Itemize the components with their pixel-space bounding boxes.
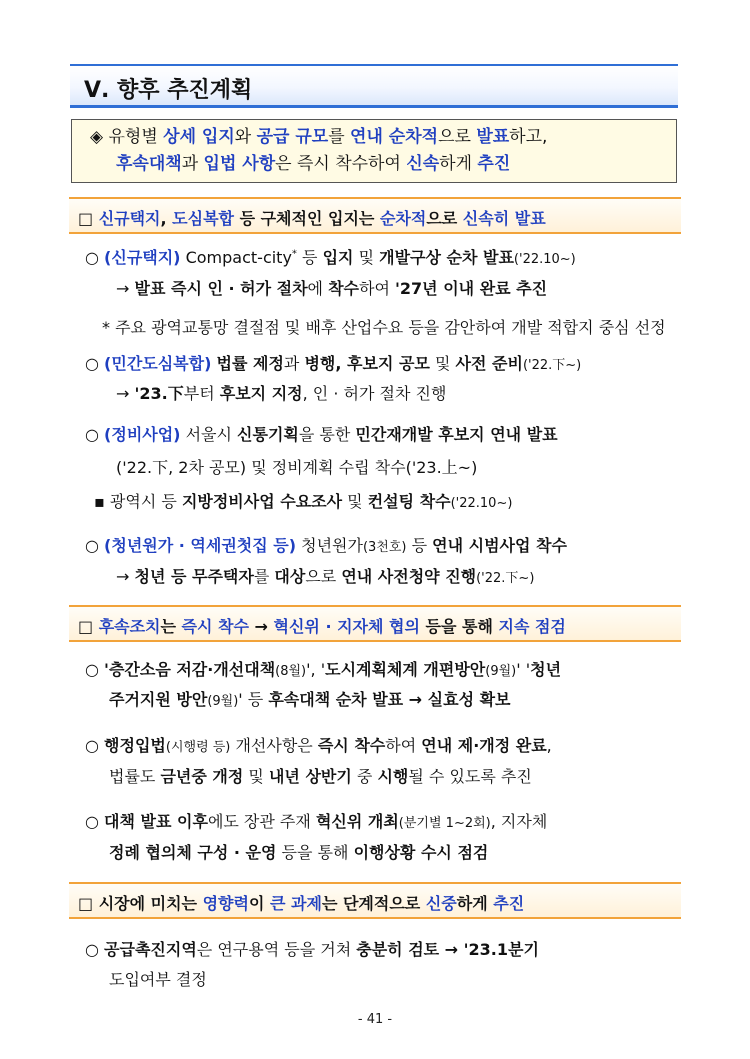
text-run: 신속 — [406, 154, 440, 174]
text-run: 법률 제정 — [216, 354, 284, 373]
text-run: 후속대책 순차 발표 → 실효성 확보 — [268, 690, 511, 709]
text-run: 혁신위 · 지자체 협의 — [273, 617, 420, 636]
text-run: ○ — [85, 660, 105, 679]
text-run: 행정입법 — [104, 736, 166, 755]
text-run: ○ — [85, 248, 105, 267]
text-run: 민간재개발 후보지 연내 발표 — [355, 425, 558, 444]
text-run: ▪ 광역시 등 — [94, 492, 182, 511]
text-run: 될 수 있도록 추진 — [408, 767, 532, 786]
text-run: 신중 — [425, 894, 457, 913]
text-run: 으로 — [438, 127, 477, 147]
text-run: 정례 협의체 구성 · 운영 — [109, 843, 277, 862]
text-run: 주거지원 방안 — [109, 690, 208, 709]
text-run: ('22.下, 2차 공모) 및 정비계획 수립 착수('23.上~) — [116, 458, 478, 477]
text-run: ' ' — [516, 660, 531, 679]
text-run: 는 단계적으로 — [321, 894, 426, 913]
text-run: 병행, 후보지 공모 — [304, 354, 430, 373]
text-run: 하게 — [439, 154, 478, 174]
text-run: ('22.下~) — [476, 571, 535, 586]
text-run: 금년중 개정 — [160, 767, 244, 786]
heading-text — [78, 891, 524, 914]
text-run: (분기별 1~2회) — [398, 816, 491, 831]
text-run: 서울시 — [180, 425, 238, 444]
text-run: 이행상황 수시 점검 — [353, 843, 489, 862]
text-run: 를 — [328, 127, 351, 147]
bullet-supply-promotion — [85, 937, 539, 960]
text-run: 추진 — [477, 154, 511, 174]
heading-market-impact — [69, 882, 681, 919]
bullet-committee-review-cont — [109, 840, 488, 863]
text-run: 도심복합 — [172, 209, 234, 228]
bullet-youth-housing-arrow — [116, 564, 534, 587]
bullet-follow-up-measures — [85, 657, 561, 680]
text-run: 즉시 착수 — [181, 617, 249, 636]
text-run: □ — [78, 617, 99, 636]
text-run: ' 등 — [238, 690, 269, 709]
text-run: 등 — [296, 248, 323, 267]
text-run: (시행령 등) — [165, 740, 231, 755]
text-run: 즉시 착수 — [317, 736, 386, 755]
text-run: 신규택지 — [98, 209, 161, 228]
text-run: 순차적 — [379, 209, 427, 228]
text-run: '23.下 — [134, 384, 184, 403]
heading-follow-up — [69, 605, 681, 642]
text-run: 및 — [353, 248, 380, 267]
bullet-admin-legislation — [85, 733, 552, 756]
text-run: 신속히 발표 — [462, 209, 546, 228]
sub-bullet-local-redevelopment — [94, 489, 512, 512]
footnote-site-criteria — [102, 315, 666, 338]
text-run: 도시계획체계 개편방안 — [325, 660, 486, 679]
bullet-redevelopment-cont — [116, 455, 477, 478]
text-run: 상세 입지 — [163, 127, 235, 147]
text-run: 등 구체적인 입지는 — [234, 209, 380, 228]
text-run: * — [291, 248, 297, 260]
text-run: 는 — [160, 617, 182, 636]
bullet-committee-review — [85, 809, 547, 832]
text-run: 공급 규모 — [256, 127, 329, 147]
section-title: Ⅴ. 향후 추진계획 — [84, 78, 253, 103]
text-run: 입법 사항 — [203, 154, 276, 174]
text-run: → — [116, 279, 135, 298]
text-run: 및 — [429, 354, 456, 373]
heading-text — [78, 614, 566, 637]
text-run: 등 — [406, 536, 433, 555]
text-run: 하여 — [359, 279, 396, 298]
bullet-private-urban-arrow — [116, 381, 446, 404]
text-run: '27년 이내 완료 추진 — [395, 279, 548, 298]
text-run: (신규택지) — [104, 248, 181, 267]
text-run: ○ — [85, 354, 105, 373]
text-run: 이 — [248, 894, 270, 913]
bullet-new-sites — [85, 245, 576, 268]
text-run: 연내 사전청약 진행 — [341, 567, 477, 586]
text-run: 청년 — [530, 660, 562, 679]
text-run: 후보지 지정 — [219, 384, 303, 403]
text-run: (청년원가 · 역세권첫집 등) — [104, 536, 297, 555]
text-run: 법률도 — [109, 767, 161, 786]
summary-line-2 — [116, 151, 510, 178]
bullet-supply-promotion-cont — [109, 967, 207, 990]
bullet-youth-housing — [85, 533, 567, 556]
text-run: 에도 장관 주재 — [207, 812, 316, 831]
summary-box — [71, 119, 677, 183]
text-run: □ 시장에 미치는 — [78, 894, 203, 913]
text-run: ('22.10~) — [450, 496, 513, 511]
text-run: ('22.下~) — [522, 358, 582, 373]
summary-line-1 — [90, 124, 547, 151]
text-run: 착수 — [328, 279, 360, 298]
text-run: 컨설팅 착수 — [367, 492, 451, 511]
text-run: 충분히 검토 → '23.1분기 — [356, 940, 539, 959]
text-run: 지속 점검 — [498, 617, 566, 636]
text-run: 연내 제·개정 완료 — [421, 736, 547, 755]
text-run: 와 — [234, 127, 257, 147]
text-run: 후속조치 — [98, 617, 161, 636]
text-run: ○ — [85, 940, 105, 959]
text-run: 과 — [283, 354, 305, 373]
text-run: 지방정비사업 수요조사 — [181, 492, 343, 511]
text-run: 추진 — [493, 894, 525, 913]
bullet-admin-legislation-cont — [109, 764, 532, 787]
text-run: 영향력 — [202, 894, 249, 913]
bullet-follow-up-measures-cont — [109, 687, 511, 710]
text-run: 대책 발표 이후 — [104, 812, 208, 831]
text-run: 를 — [253, 567, 275, 586]
text-run: 도입여부 결정 — [109, 970, 207, 989]
text-run: 발표 즉시 인 · 허가 절차 — [134, 279, 308, 298]
heading-text — [78, 206, 546, 229]
text-run: 대상 — [274, 567, 306, 586]
text-run: 신통기획 — [237, 425, 299, 444]
bullet-new-sites-arrow — [116, 276, 547, 299]
text-run: 중 — [351, 767, 378, 786]
text-run: 및 — [342, 492, 368, 511]
text-run: 과 — [181, 154, 204, 174]
text-run: 하고, — [509, 127, 548, 147]
text-run: 사전 준비 — [455, 354, 523, 373]
text-run: ○ — [85, 536, 105, 555]
text-run: 을 통한 — [298, 425, 356, 444]
page-number: - 41 - — [357, 1012, 393, 1027]
text-run: , — [160, 209, 173, 228]
text-run: 연내 시범사업 착수 — [432, 536, 567, 555]
text-run: (3천호) — [362, 540, 407, 555]
text-run: 발표 — [476, 127, 510, 147]
text-run: 부터 — [183, 384, 220, 403]
text-run: 개발구상 순차 발표 — [379, 248, 514, 267]
text-run: 에 — [307, 279, 329, 298]
text-run: 후속대책 — [116, 154, 182, 174]
text-run: → — [116, 384, 135, 403]
text-run: , — [546, 736, 552, 755]
section-title-bar — [70, 64, 678, 108]
text-run: 하여 — [385, 736, 422, 755]
text-run: 은 연구용역 등을 거쳐 — [196, 940, 357, 959]
text-run: 으로 — [305, 567, 342, 586]
text-run: 청년원가 — [296, 536, 363, 555]
text-run: (9월) — [485, 664, 517, 679]
text-run: , 지자체 — [490, 812, 548, 831]
text-run: 으로 — [426, 209, 463, 228]
text-run: , 인 · 허가 절차 진행 — [302, 384, 447, 403]
text-run: 시행 — [377, 767, 409, 786]
text-run: ', ' — [306, 660, 326, 679]
text-run: □ — [78, 209, 99, 228]
text-run: → — [116, 567, 135, 586]
text-run: 연내 순차적 — [350, 127, 439, 147]
text-run: ○ — [85, 425, 105, 444]
text-run: ○ — [85, 736, 105, 755]
text-run: 하게 — [456, 894, 494, 913]
text-run: 등을 통해 — [419, 617, 499, 636]
text-run: Compact-city — [180, 248, 292, 267]
text-run: ○ — [85, 812, 105, 831]
bullet-private-urban — [85, 351, 581, 374]
text-run: 등을 통해 — [276, 843, 354, 862]
text-run: ('22.10~) — [513, 252, 576, 267]
bullet-redevelopment — [85, 422, 558, 445]
text-run: * 주요 광역교통망 결절점 및 배후 산업수요 등을 감안하여 개발 적합지 중심 선정 — [102, 318, 666, 337]
text-run: 개선사항은 — [230, 736, 318, 755]
text-run: 공급촉진지역 — [104, 940, 197, 959]
text-run: (8월) — [275, 664, 307, 679]
text-run: (정비사업) — [104, 425, 181, 444]
text-run: ◈ 유형별 — [90, 127, 164, 147]
text-run: 큰 과제 — [269, 894, 322, 913]
text-run: '층간소음 저감·개선대책 — [104, 660, 276, 679]
text-run: (9월) — [207, 694, 239, 709]
text-run: 및 — [243, 767, 269, 786]
heading-new-sites — [69, 197, 681, 234]
text-run: 내년 상반기 — [268, 767, 352, 786]
text-run: (민간도심복합) — [104, 354, 212, 373]
text-run: 혁신위 개최 — [315, 812, 399, 831]
text-run: 입지 — [322, 248, 354, 267]
text-run: 은 즉시 착수하여 — [275, 154, 407, 174]
text-run: → — [248, 617, 274, 636]
text-run: 청년 등 무주택자 — [134, 567, 254, 586]
